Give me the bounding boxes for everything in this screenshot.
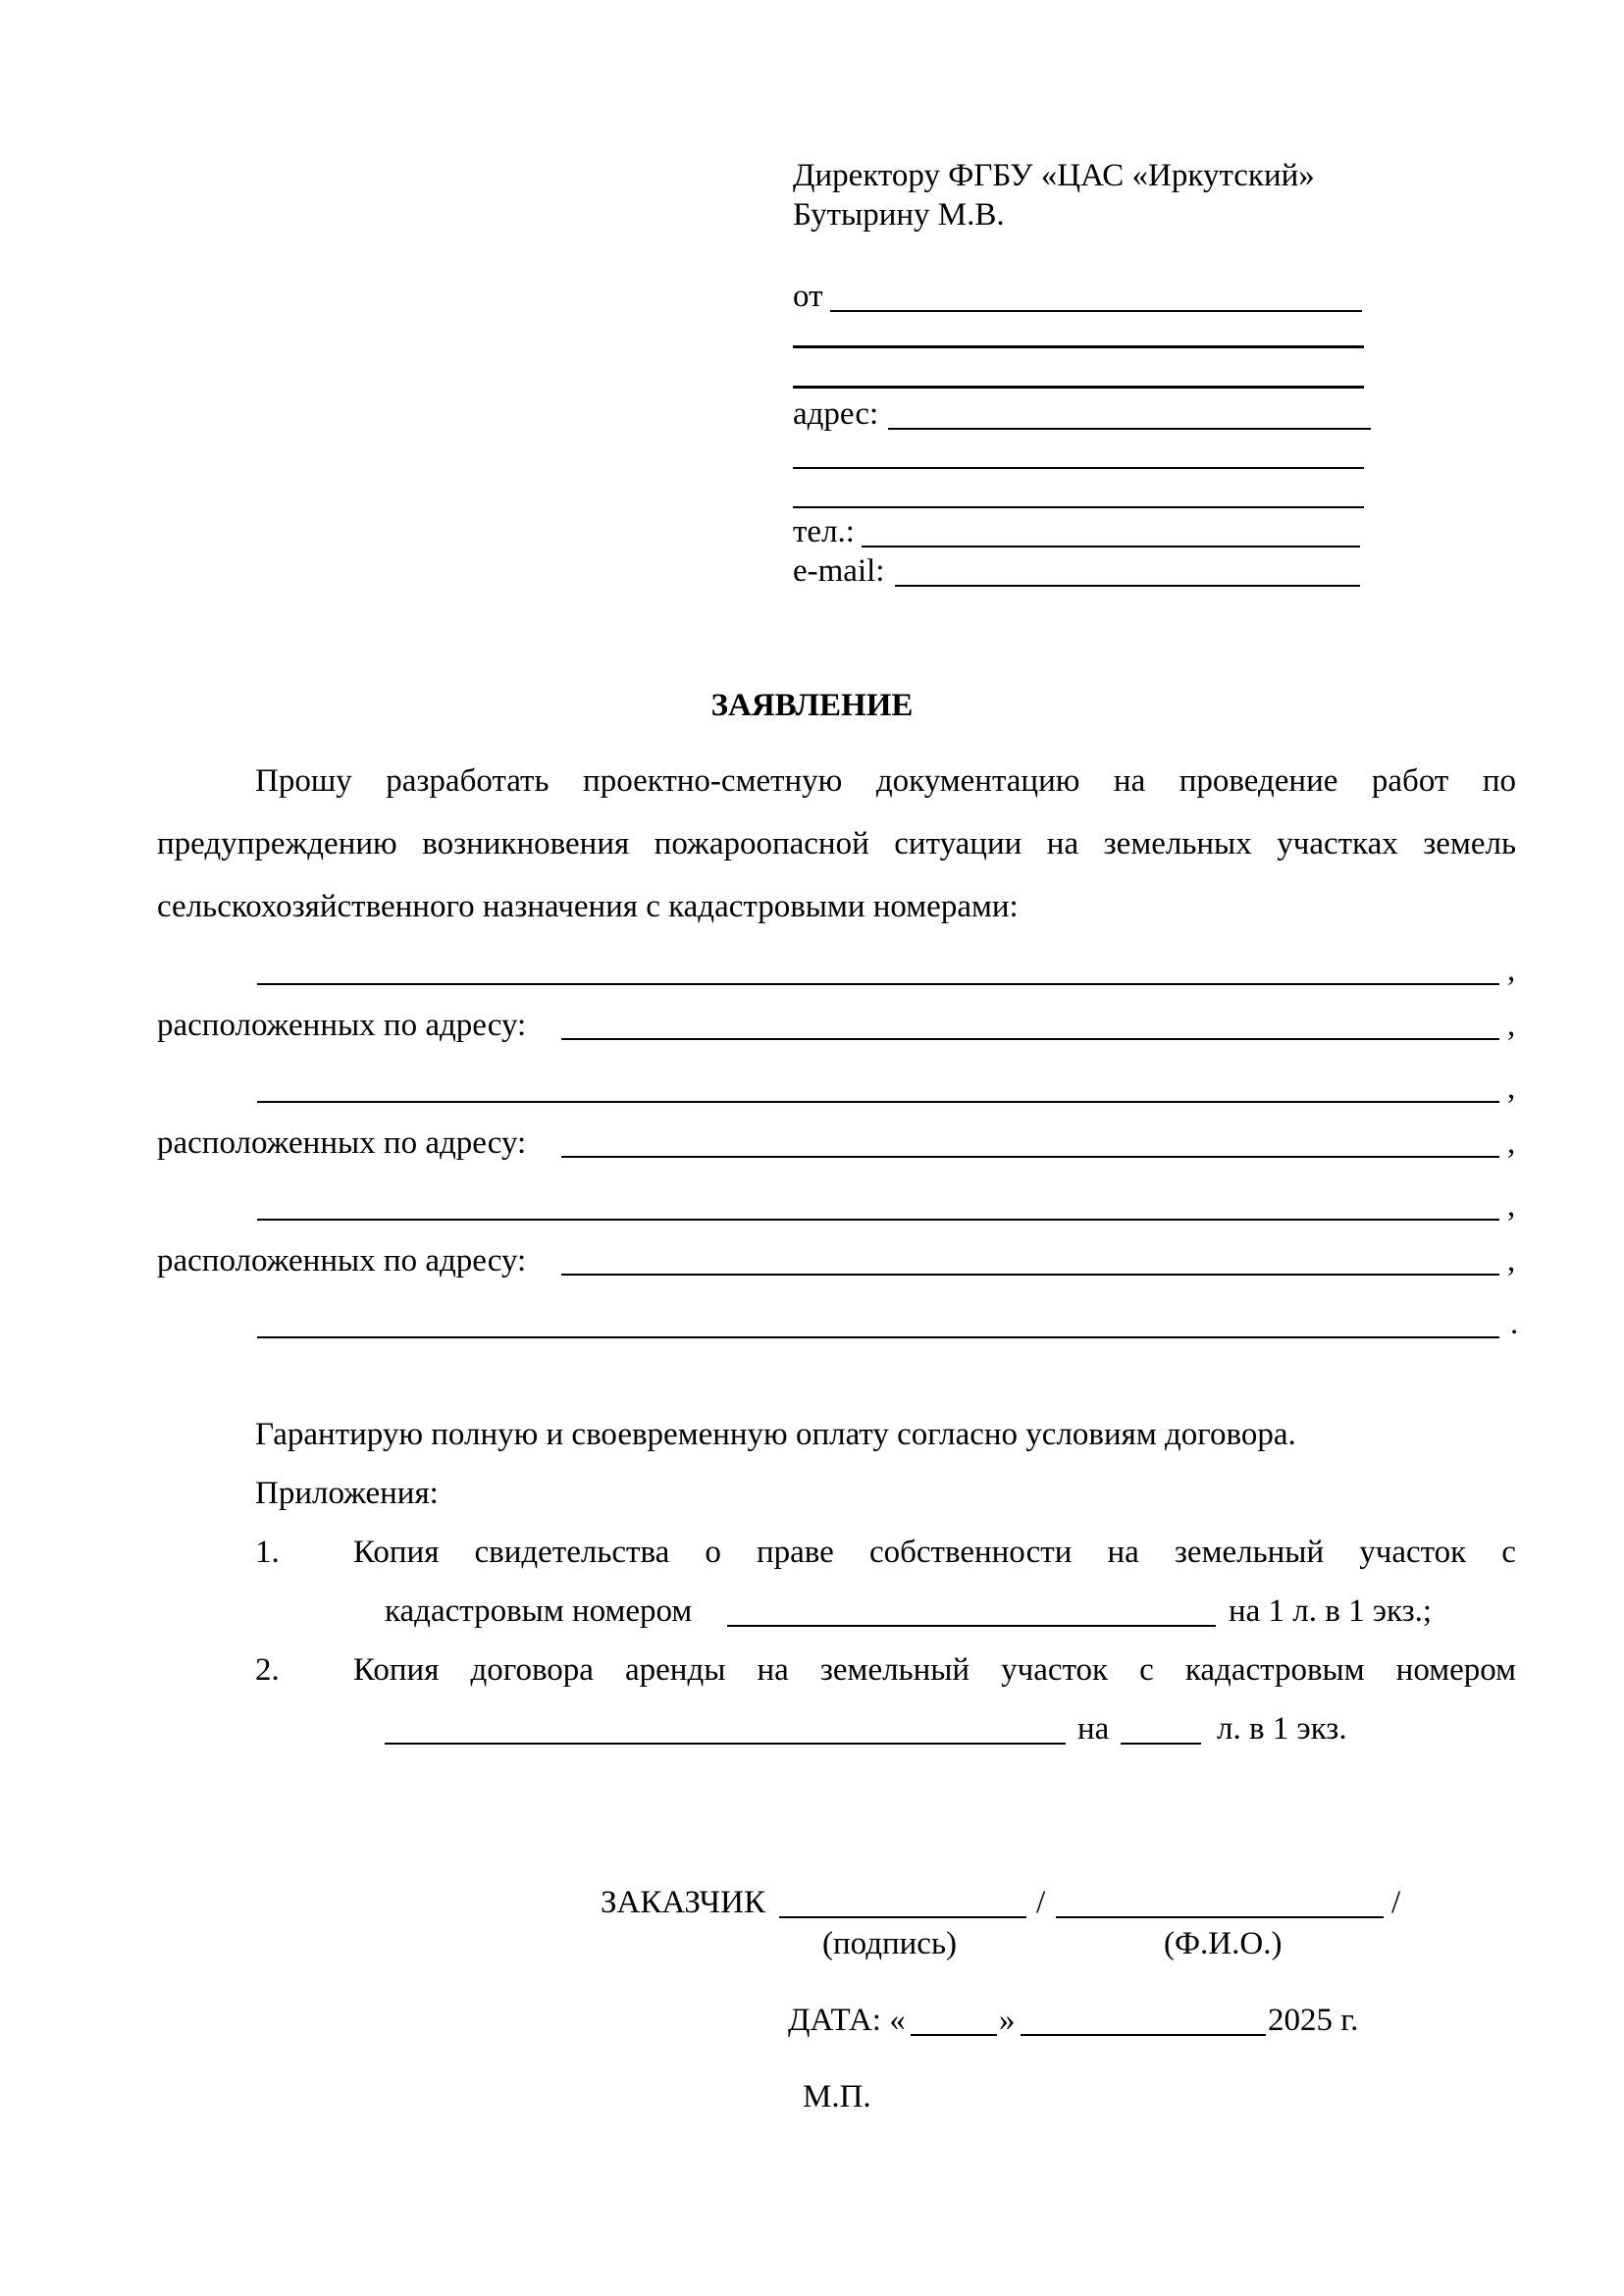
comma: , <box>1507 1125 1516 1161</box>
attachment-number-2: 2. <box>255 1652 280 1688</box>
comma: , <box>1507 1008 1516 1043</box>
word: кадастровым <box>1184 1652 1365 1688</box>
attachment-2-contract-field[interactable] <box>385 1743 1066 1745</box>
word: с <box>1501 1535 1516 1570</box>
attachment-number-1: 1. <box>255 1535 280 1570</box>
attachment-2-pages-field[interactable] <box>1121 1743 1201 1745</box>
attachments-label: Приложения: <box>255 1476 439 1511</box>
addressee-line-2: Бутырину М.В. <box>793 197 1005 233</box>
word: Копия <box>353 1535 440 1570</box>
signature-field[interactable] <box>779 1916 1026 1918</box>
address-field-line-2[interactable] <box>793 467 1364 469</box>
phone-label: тел.: <box>793 514 855 549</box>
located-label: расположенных по адресу: <box>157 1125 527 1161</box>
slash: / <box>1036 1885 1046 1920</box>
attachment-2-suffix: л. в 1 экз. <box>1217 1711 1347 1747</box>
word: участок <box>1001 1652 1109 1688</box>
full-name-field[interactable] <box>1056 1916 1384 1918</box>
from-field-line-3[interactable] <box>793 386 1364 389</box>
word: аренды <box>625 1652 726 1688</box>
document-title: ЗАЯВЛЕНИЕ <box>710 688 914 723</box>
date-label: ДАТА: « <box>788 2003 906 2038</box>
customer-label: ЗАКАЗЧИК <box>601 1885 765 1920</box>
word: свидетельства <box>474 1535 670 1570</box>
word: номером <box>1395 1652 1516 1688</box>
address-label: адрес: <box>793 396 879 432</box>
date-year: 2025 г. <box>1268 2003 1359 2038</box>
word: участок <box>1359 1535 1467 1570</box>
email-label: e-mail: <box>793 553 885 589</box>
signature-caption: (подпись) <box>822 1926 957 1961</box>
addressee-line-1: Директору ФГБУ «ЦАС «Иркутский» <box>793 158 1315 193</box>
request-paragraph: Прошу разработать проектно-сметную документацию на проведение работ по предупреждению возникновения пожароопасной ситуации на земельных участках земель сельскохозяйственного назначения с кадастровыми номерами: <box>157 763 1516 924</box>
attachment-1-cadastral-prefix: кадастровым номером <box>385 1593 693 1629</box>
comma: , <box>1507 953 1516 988</box>
address-field-line-3[interactable] <box>793 506 1364 508</box>
address-field[interactable] <box>888 428 1371 430</box>
cadastral-number-field-2[interactable] <box>257 1101 1499 1103</box>
attachment-2-line-1 <box>353 1651 1516 1691</box>
phone-field[interactable] <box>862 546 1360 548</box>
word: договора <box>470 1652 594 1688</box>
word: на <box>757 1652 789 1688</box>
name-caption: (Ф.И.О.) <box>1164 1926 1283 1961</box>
word: на <box>1107 1535 1139 1570</box>
address-field-3-continued[interactable] <box>257 1336 1499 1338</box>
attachment-1-cadastral-field[interactable] <box>727 1625 1216 1627</box>
address-field-1[interactable] <box>561 1038 1499 1040</box>
comma: , <box>1507 1070 1516 1106</box>
word: Копия <box>353 1652 440 1688</box>
slash: / <box>1391 1885 1401 1920</box>
attachment-1-line-1 <box>353 1534 1516 1573</box>
located-label: расположенных по адресу: <box>157 1243 527 1278</box>
word: о <box>705 1535 721 1570</box>
word: собственности <box>868 1535 1073 1570</box>
stamp-placeholder: М.П. <box>803 2079 871 2114</box>
word: с <box>1139 1652 1154 1688</box>
attachment-2-on: на <box>1077 1711 1110 1747</box>
attachment-1-suffix: на 1 л. в 1 экз.; <box>1229 1593 1433 1629</box>
located-label: расположенных по адресу: <box>157 1008 527 1043</box>
address-field-2[interactable] <box>561 1156 1499 1158</box>
email-field[interactable] <box>895 585 1360 587</box>
address-field-3[interactable] <box>561 1274 1499 1276</box>
cadastral-number-field-1[interactable] <box>257 983 1499 985</box>
date-day-field[interactable] <box>911 2034 997 2036</box>
from-field[interactable] <box>830 310 1362 312</box>
comma: , <box>1507 1188 1516 1224</box>
word: праве <box>756 1535 834 1570</box>
cadastral-number-field-3[interactable] <box>257 1219 1499 1221</box>
from-label: от <box>793 279 823 314</box>
comma: , <box>1507 1243 1516 1278</box>
word: земельный <box>819 1652 970 1688</box>
word: земельный <box>1174 1535 1325 1570</box>
date-month-field[interactable] <box>1021 2034 1266 2036</box>
from-field-line-2[interactable] <box>793 345 1364 348</box>
date-close-quote: » <box>999 2003 1016 2038</box>
period: . <box>1510 1306 1519 1341</box>
guarantee-text: Гарантирую полную и своевременную оплату согласно условиям договора. <box>255 1417 1296 1452</box>
